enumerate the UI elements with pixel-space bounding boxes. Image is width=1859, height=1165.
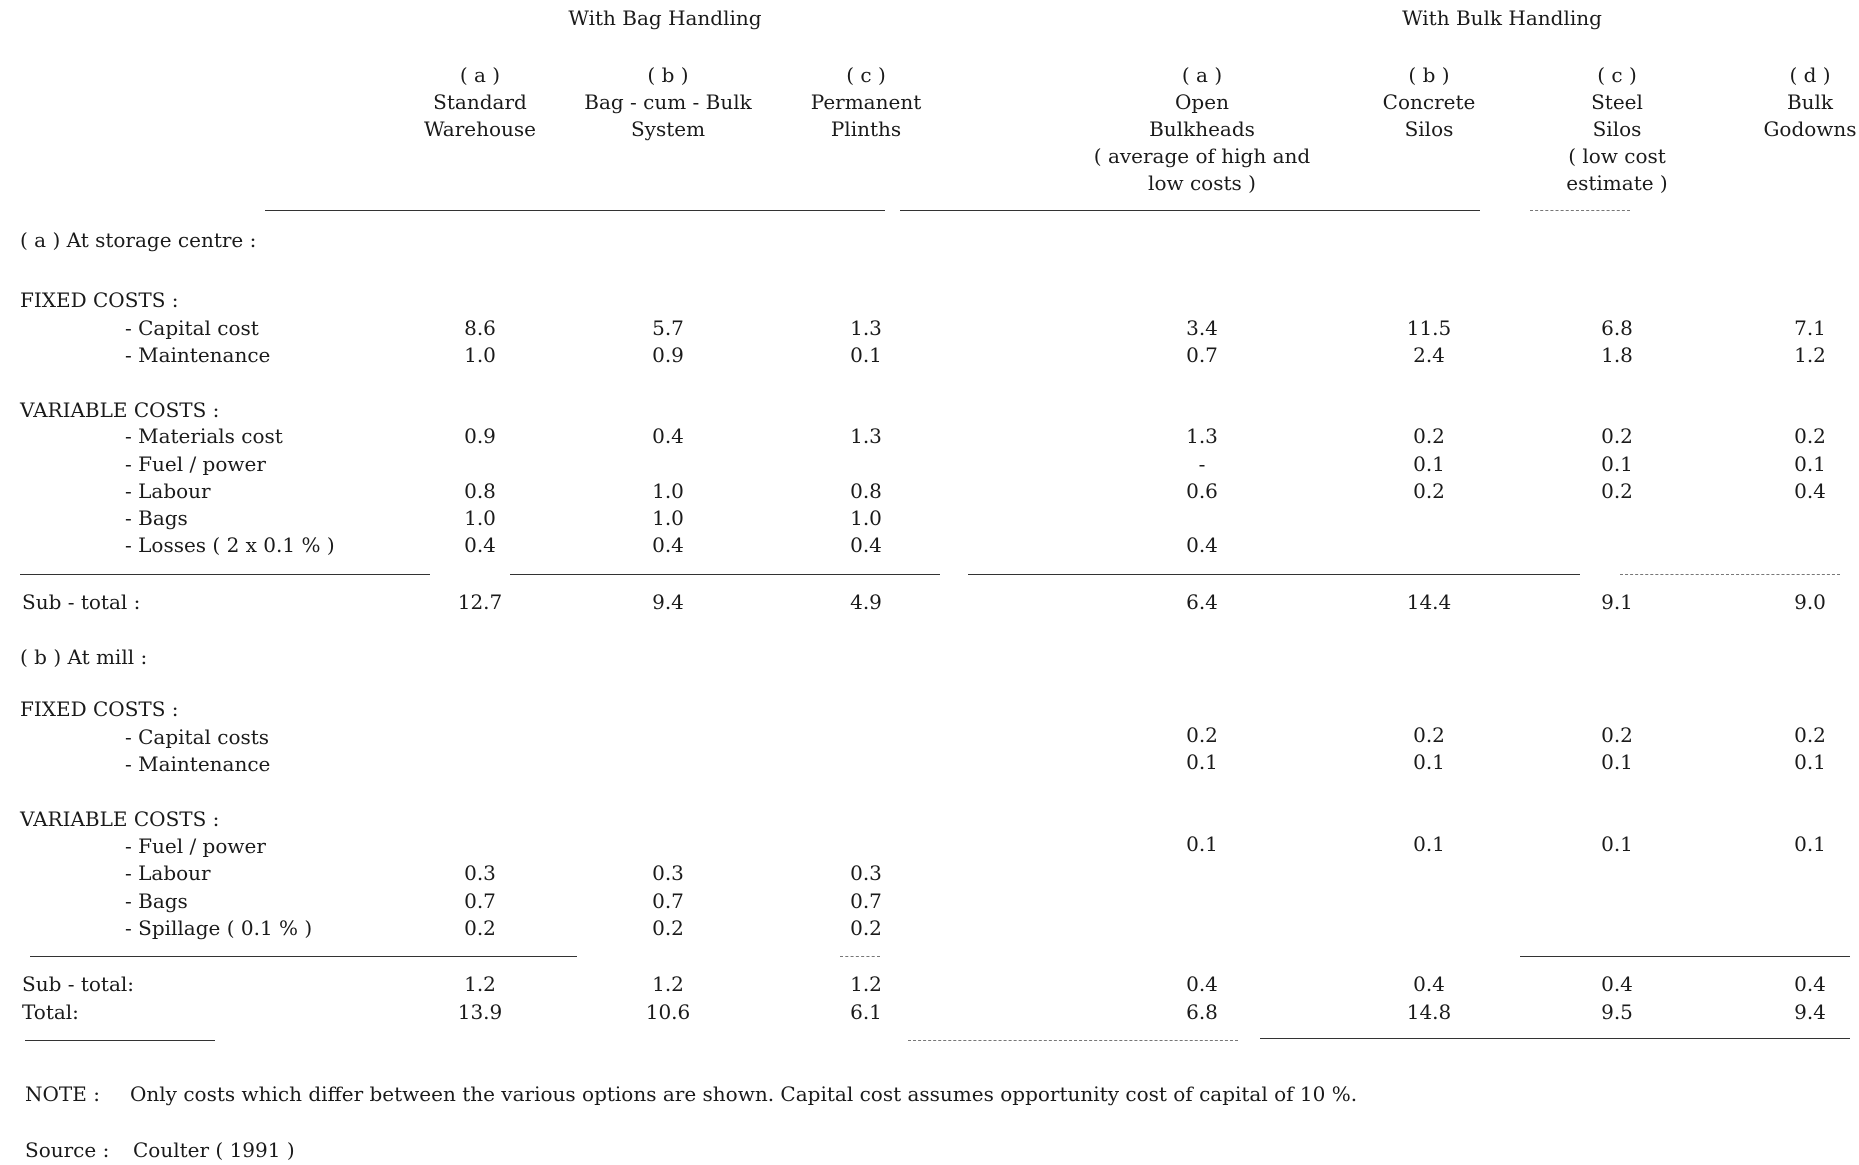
total-rule-mid <box>908 1040 1238 1041</box>
table-cell: 0.3 <box>850 861 882 885</box>
table-cell: 0.9 <box>464 424 496 448</box>
table-cell: 9.4 <box>652 590 684 614</box>
column-title-line: Warehouse <box>423 117 537 141</box>
table-cell: 1.3 <box>850 316 882 340</box>
column-code: ( b ) <box>1408 63 1450 87</box>
subtotal-rule-b-mid <box>840 956 880 957</box>
row-label: VARIABLE COSTS : <box>20 398 220 422</box>
row-label: FIXED COSTS : <box>20 288 179 312</box>
total-rule-right <box>1260 1038 1850 1039</box>
source-text: Coulter ( 1991 ) <box>133 1138 295 1162</box>
table-cell: 6.4 <box>1186 590 1218 614</box>
table-cell: 0.2 <box>652 916 684 940</box>
table-cell: 0.4 <box>1794 479 1826 503</box>
table-cell: 0.7 <box>1186 343 1218 367</box>
column-header <box>1566 62 1667 197</box>
table-cell: 0.1 <box>1601 750 1633 774</box>
table-cell: 0.1 <box>1601 452 1633 476</box>
table-cell: 0.4 <box>1413 972 1445 996</box>
row-label: - Materials cost <box>125 424 283 448</box>
table-cell: 1.0 <box>850 506 882 530</box>
subtotal-rule-a-right <box>968 574 1580 575</box>
table-cell: 0.7 <box>850 889 882 913</box>
row-label: - Labour <box>125 861 211 885</box>
table-cell: 0.2 <box>1413 479 1445 503</box>
table-cell: 0.2 <box>1794 723 1826 747</box>
column-title-line: Bulk <box>1786 90 1834 114</box>
table-cell: 1.0 <box>464 506 496 530</box>
subtotal-rule-a-mid <box>510 574 940 575</box>
column-title-line: Bulkheads <box>1149 117 1255 141</box>
table-cell: 0.4 <box>1794 972 1826 996</box>
table-cell: 12.7 <box>457 590 503 614</box>
table-cell: 1.2 <box>1794 343 1826 367</box>
table-cell: 9.5 <box>1601 1000 1633 1024</box>
table-cell: 0.1 <box>1794 452 1826 476</box>
table-cell: 0.1 <box>1794 750 1826 774</box>
table-cell: 0.9 <box>652 343 684 367</box>
table-cell: - <box>1198 452 1206 476</box>
column-title-line: ( low cost <box>1568 144 1666 168</box>
table-cell: 0.2 <box>1186 723 1218 747</box>
header-rule-left <box>265 210 885 211</box>
table-cell: 0.3 <box>652 861 684 885</box>
column-title-line: Open <box>1175 90 1229 114</box>
column-code: ( a ) <box>1181 63 1223 87</box>
table-cell: 0.1 <box>1413 750 1445 774</box>
source-label: Source : <box>25 1138 110 1162</box>
column-header <box>1383 62 1476 143</box>
row-label: - Capital costs <box>125 725 270 749</box>
table-cell: 14.4 <box>1406 590 1452 614</box>
column-header <box>1094 62 1310 197</box>
column-title-line: Standard <box>433 90 527 114</box>
column-code: ( c ) <box>846 63 886 87</box>
row-label: - Spillage ( 0.1 % ) <box>125 916 313 940</box>
table-cell: 0.2 <box>464 916 496 940</box>
table-cell: 1.3 <box>850 424 882 448</box>
table-cell: 0.2 <box>1601 479 1633 503</box>
table-cell: 4.9 <box>850 590 882 614</box>
row-label: FIXED COSTS : <box>20 697 179 721</box>
table-cell: 0.2 <box>1413 424 1445 448</box>
table-cell: 0.4 <box>464 533 496 557</box>
subtotal-rule-b-left <box>30 956 577 957</box>
table-cell: 0.4 <box>652 424 684 448</box>
table-cell: 1.2 <box>464 972 496 996</box>
row-label: - Bags <box>125 506 188 530</box>
column-title-line: estimate ) <box>1566 171 1668 195</box>
table-cell: 1.3 <box>1186 424 1218 448</box>
row-label: - Fuel / power <box>125 452 266 476</box>
table-cell: 1.2 <box>652 972 684 996</box>
table-cell: 0.4 <box>1601 972 1633 996</box>
row-label: - Maintenance <box>125 752 271 776</box>
row-label: Sub - total: <box>22 972 135 996</box>
table-cell: 0.4 <box>652 533 684 557</box>
table-cell: 0.2 <box>850 916 882 940</box>
row-label: - Bags <box>125 889 188 913</box>
table-cell: 0.4 <box>1186 972 1218 996</box>
row-label: VARIABLE COSTS : <box>20 807 220 831</box>
row-label: - Labour <box>125 479 211 503</box>
column-code: ( b ) <box>647 63 689 87</box>
table-cell: 1.0 <box>464 343 496 367</box>
note-text: Only costs which differ between the various options are shown. Capital cost assumes opportunity cost of capital of 10 %. <box>130 1082 1358 1106</box>
column-title-line: low costs ) <box>1148 171 1256 195</box>
column-title-line: Silos <box>1404 117 1454 141</box>
table-cell: 0.8 <box>850 479 882 503</box>
table-cell: 0.1 <box>850 343 882 367</box>
column-header <box>424 62 536 143</box>
group-heading-bulk: With Bulk Handling <box>1402 6 1602 30</box>
row-label: Sub - total : <box>22 590 141 614</box>
row-label: ( b ) At mill : <box>20 645 148 669</box>
table-cell: 9.1 <box>1601 590 1633 614</box>
column-title-line: Bag - cum - Bulk <box>584 90 752 114</box>
column-title-line: Concrete <box>1382 90 1476 114</box>
header-rule-tail <box>1530 210 1630 211</box>
row-label: - Maintenance <box>125 343 271 367</box>
table-cell: 0.4 <box>850 533 882 557</box>
group-heading-bag: With Bag Handling <box>568 6 762 30</box>
table-cell: 0.7 <box>464 889 496 913</box>
column-code: ( a ) <box>459 63 501 87</box>
note-label: NOTE : <box>25 1082 100 1106</box>
column-header <box>811 62 921 143</box>
table-cell: 6.1 <box>850 1000 882 1024</box>
table-cell: 0.1 <box>1601 832 1633 856</box>
column-title-line: Permanent <box>810 90 922 114</box>
table-cell: 6.8 <box>1601 316 1633 340</box>
table-cell: 1.2 <box>850 972 882 996</box>
column-header <box>584 62 752 143</box>
table-cell: 10.6 <box>645 1000 691 1024</box>
table-cell: 0.4 <box>1186 533 1218 557</box>
table-cell: 14.8 <box>1406 1000 1452 1024</box>
table-cell: 0.1 <box>1794 832 1826 856</box>
table-cell: 1.0 <box>652 479 684 503</box>
table-cell: 0.8 <box>464 479 496 503</box>
subtotal-rule-b-right <box>1520 956 1850 957</box>
total-rule-left <box>25 1040 215 1041</box>
column-code: ( c ) <box>1597 63 1637 87</box>
table-cell: 0.1 <box>1186 750 1218 774</box>
column-title-line: Steel <box>1591 90 1643 114</box>
column-title-line: Silos <box>1592 117 1642 141</box>
table-cell: 0.6 <box>1186 479 1218 503</box>
column-title-line: ( average of high and <box>1093 144 1311 168</box>
row-label: Total: <box>22 1000 79 1024</box>
table-cell: 7.1 <box>1794 316 1826 340</box>
column-header <box>1763 62 1856 143</box>
table-cell: 0.2 <box>1601 424 1633 448</box>
table-cell: 5.7 <box>652 316 684 340</box>
table-cell: 6.8 <box>1186 1000 1218 1024</box>
row-label: - Losses ( 2 x 0.1 % ) <box>125 533 335 557</box>
column-title-line: System <box>630 117 706 141</box>
table-cell: 3.4 <box>1186 316 1218 340</box>
column-code: ( d ) <box>1789 63 1831 87</box>
table-cell: 9.4 <box>1794 1000 1826 1024</box>
table-cell: 11.5 <box>1406 316 1452 340</box>
table-cell: 0.2 <box>1601 723 1633 747</box>
row-label: - Capital cost <box>125 316 259 340</box>
table-cell: 0.2 <box>1413 723 1445 747</box>
header-rule-right <box>900 210 1480 211</box>
subtotal-rule-a-left <box>20 574 430 575</box>
table-cell: 8.6 <box>464 316 496 340</box>
row-label: - Fuel / power <box>125 834 266 858</box>
table-cell: 0.3 <box>464 861 496 885</box>
subtotal-rule-a-tail <box>1620 574 1840 575</box>
column-title-line: Godowns <box>1763 117 1857 141</box>
table-cell: 1.8 <box>1601 343 1633 367</box>
table-cell: 0.2 <box>1794 424 1826 448</box>
row-label: ( a ) At storage centre : <box>20 228 257 252</box>
table-cell: 0.1 <box>1186 832 1218 856</box>
table-cell: 13.9 <box>457 1000 503 1024</box>
table-cell: 2.4 <box>1413 343 1445 367</box>
table-cell: 0.1 <box>1413 452 1445 476</box>
table-cell: 0.1 <box>1413 832 1445 856</box>
column-title-line: Plinths <box>830 117 902 141</box>
table-cell: 9.0 <box>1794 590 1826 614</box>
table-cell: 0.7 <box>652 889 684 913</box>
table-cell: 1.0 <box>652 506 684 530</box>
